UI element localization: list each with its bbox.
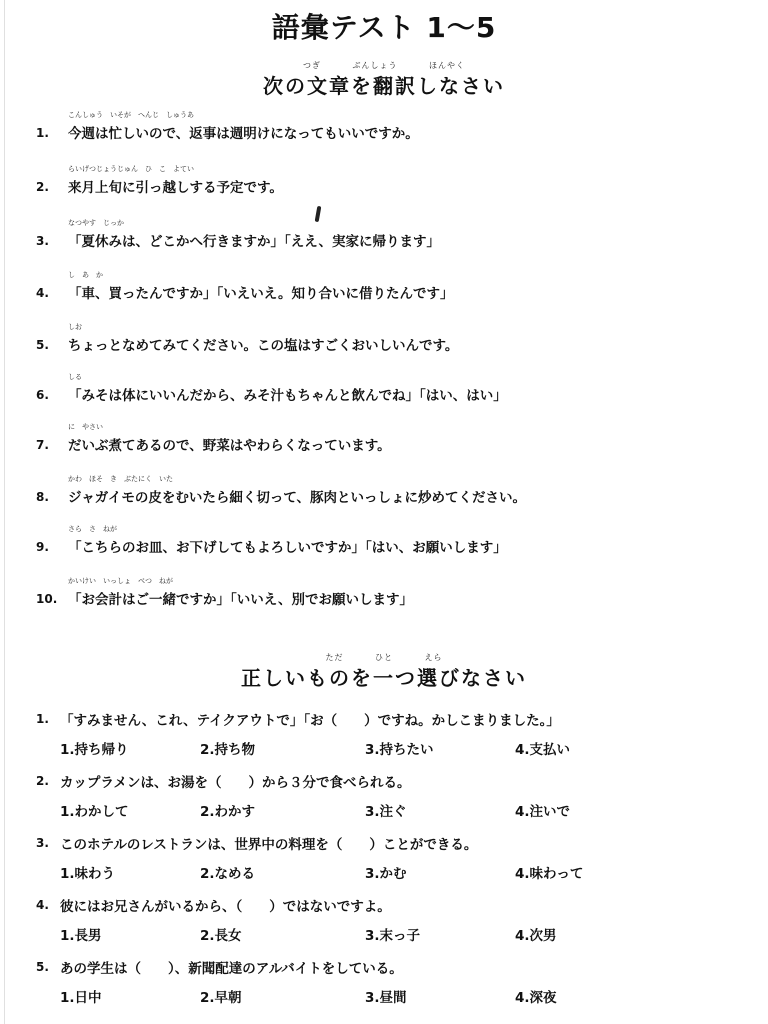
option-1[interactable]: 1.わかして	[60, 804, 129, 820]
choice-question-1	[0, 706, 768, 730]
question-number: 2.	[36, 774, 49, 788]
question-furigana: さら さ ねが	[68, 525, 117, 533]
question-text: ちょっとなめてみてください。この塩はすごくおいしいんです。	[68, 338, 459, 354]
question-furigana: なつやす じっか	[68, 219, 124, 227]
choice-question-3	[0, 830, 768, 854]
question-furigana: こんしゅう いそが へんじ しゅうあ	[68, 111, 194, 119]
section1-title: 次の文章を翻訳しなさい	[263, 74, 505, 98]
translation-question-6	[0, 370, 768, 410]
question-number: 2.	[36, 180, 49, 194]
option-4[interactable]: 4.味わって	[515, 866, 584, 882]
question-number: 3.	[36, 234, 49, 248]
question-number: 3.	[36, 836, 49, 850]
choice-question-5	[0, 954, 768, 978]
question-furigana: しお	[68, 323, 82, 331]
section2-title: 正しいものを一つ選びなさい	[241, 666, 527, 690]
option-3[interactable]: 3.昼間	[365, 990, 407, 1006]
choice-options-3	[0, 860, 768, 882]
question-text: ジャガイモの皮をむいたら細く切って、豚肉といっしょに炒めてください。	[68, 490, 527, 506]
option-3[interactable]: 3.持ちたい	[365, 742, 434, 758]
option-1[interactable]: 1.持ち帰り	[60, 742, 129, 758]
question-number: 4.	[36, 286, 49, 300]
option-4[interactable]: 4.支払い	[515, 742, 571, 758]
question-number: 9.	[36, 540, 49, 554]
translation-question-10	[0, 574, 768, 614]
question-number: 4.	[36, 898, 49, 912]
option-2[interactable]: 2.なめる	[200, 866, 256, 882]
option-2[interactable]: 2.長女	[200, 928, 242, 944]
option-2[interactable]: 2.早朝	[200, 990, 242, 1006]
section2-title-furigana: ただ ひと えら	[325, 653, 443, 662]
option-3[interactable]: 3.注ぐ	[365, 804, 407, 820]
translation-question-9	[0, 522, 768, 562]
choice-options-1	[0, 736, 768, 758]
question-text: 「こちらのお皿、お下げしてもよろしいですか」「はい、お願いします」	[68, 540, 507, 556]
option-1[interactable]: 1.長男	[60, 928, 102, 944]
question-text: 「お会計はご一緒ですか」「いいえ、別でお願いします」	[68, 592, 414, 608]
question-furigana: かわ ほそ き ぶたにく いた	[68, 475, 173, 483]
question-number: 5.	[36, 960, 49, 974]
question-text: 「みそは体にいいんだから、みそ汁もちゃんと飲んでね」「はい、はい」	[68, 388, 507, 404]
choice-question-2	[0, 768, 768, 792]
translation-question-4	[0, 268, 768, 308]
choice-options-4	[0, 922, 768, 944]
question-text: あの学生は（ ）、新聞配達のアルバイトをしている。	[60, 961, 403, 977]
question-furigana: かいけい いっしょ べつ ねが	[68, 577, 173, 585]
question-number: 6.	[36, 388, 49, 402]
question-text: カップラメンは、お湯を（ ）から３分で食べられる。	[60, 775, 411, 791]
translation-question-2	[0, 162, 768, 202]
choice-options-5	[0, 984, 768, 1006]
question-number: 10.	[36, 592, 58, 606]
option-3[interactable]: 3.かむ	[365, 866, 407, 882]
question-number: 8.	[36, 490, 49, 504]
question-number: 7.	[36, 438, 49, 452]
question-furigana: らいげつじょうじゅん ひ こ よてい	[68, 165, 194, 173]
translation-question-5	[0, 320, 768, 360]
translation-question-8	[0, 472, 768, 512]
page-title: 語彙テスト 1〜5	[271, 11, 497, 44]
question-text: 今週は忙しいので、返事は週明けになってもいいですか。	[68, 126, 419, 142]
question-text: 彼にはお兄さんがいるから、（ ）ではないですよ。	[60, 899, 391, 915]
question-furigana: に やさい	[68, 423, 103, 431]
question-furigana: し あ か	[68, 271, 103, 279]
question-text: 来月上旬に引っ越しする予定です。	[68, 180, 283, 196]
question-number: 5.	[36, 338, 49, 352]
choice-options-2	[0, 798, 768, 820]
option-4[interactable]: 4.深夜	[515, 990, 557, 1006]
translation-question-3	[0, 216, 768, 256]
translation-question-7	[0, 420, 768, 460]
option-3[interactable]: 3.末っ子	[365, 928, 421, 944]
translation-question-1	[0, 108, 768, 148]
option-2[interactable]: 2.持ち物	[200, 742, 256, 758]
question-text: 「すみません、これ、テイクアウトで」「お（ ）ですね。かしこまりました。」	[60, 713, 560, 729]
question-number: 1.	[36, 712, 49, 726]
option-2[interactable]: 2.わかす	[200, 804, 256, 820]
section1-title-furigana: つぎ ぶんしょう ほんやく	[302, 61, 466, 70]
option-4[interactable]: 4.注いで	[515, 804, 571, 820]
question-text: 「車、買ったんですか」「いえいえ。知り合いに借りたんです」	[68, 286, 454, 302]
option-1[interactable]: 1.味わう	[60, 866, 116, 882]
option-1[interactable]: 1.日中	[60, 990, 102, 1006]
question-number: 1.	[36, 126, 49, 140]
question-furigana: しる	[68, 373, 82, 381]
option-4[interactable]: 4.次男	[515, 928, 557, 944]
question-text: 「夏休みは、どこかへ行きますか」「ええ、実家に帰ります」	[68, 234, 441, 250]
choice-question-4	[0, 892, 768, 916]
question-text: だいぶ煮てあるので、野菜はやわらくなっています。	[68, 438, 391, 454]
question-text: このホテルのレストランは、世界中の料理を（ ）ことができる。	[60, 837, 478, 853]
